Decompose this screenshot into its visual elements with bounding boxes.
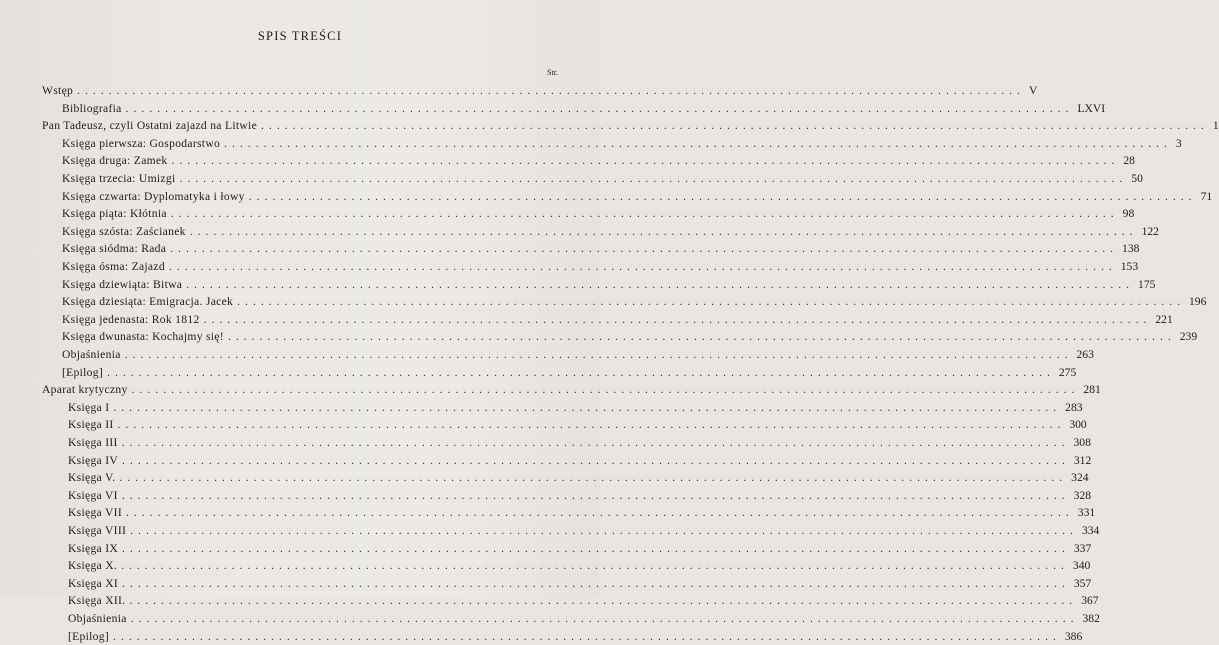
dot-leader: ........................................................................................................................ — [261, 119, 1209, 133]
dot-leader: ........................................................................................................................ — [129, 594, 1078, 608]
toc-entry — [62, 188, 1213, 206]
toc-entry-page: 98 — [1122, 207, 1135, 221]
toc-entry — [62, 240, 1140, 258]
dot-leader: ........................................................................................................................ — [113, 629, 1061, 643]
dot-leader: ........................................................................................................................ — [224, 136, 1172, 150]
toc-entry — [62, 258, 1139, 276]
toc-entry — [62, 205, 1135, 223]
dot-leader: ........................................................................................................................ — [122, 576, 1070, 590]
toc-entry-page: LXVI — [1077, 101, 1106, 115]
toc-entry — [68, 487, 1092, 505]
dot-leader: ........................................................................................................................ — [171, 154, 1120, 168]
page-title: SPIS TREŚCI — [257, 29, 343, 43]
dot-leader: ........................................................................................................................ — [168, 260, 1117, 273]
toc-entry-page: 3 — [1175, 136, 1182, 150]
toc-entry — [68, 399, 1083, 417]
toc-entry-page: 221 — [1155, 312, 1173, 326]
toc-entry — [68, 557, 1091, 575]
toc-entry — [68, 628, 1083, 645]
toc-entry — [62, 152, 1135, 170]
toc-entry — [68, 469, 1089, 487]
toc-entry — [62, 364, 1077, 382]
toc-entry-page: 312 — [1073, 453, 1092, 467]
dot-leader: ........................................................................................................................ — [186, 277, 1135, 291]
dot-leader: ........................................................................................................................ — [237, 295, 1185, 309]
dot-leader: ........................................................................................................................ — [124, 348, 1073, 361]
toc-entry-title: Księga siódma: Rada — [62, 242, 167, 256]
toc-entry — [62, 100, 1106, 118]
toc-entry-title: Księga szósta: Zaścianek — [62, 224, 186, 238]
dot-leader: ........................................................................................................................ — [130, 612, 1079, 625]
toc-entry-page: 28 — [1123, 154, 1135, 168]
toc-entry-title: Księga czwarta: Dyplomatyka i łowy — [62, 189, 245, 203]
toc-entry — [62, 223, 1159, 241]
toc-entry — [42, 381, 1101, 399]
toc-entry — [68, 434, 1091, 452]
toc-entry-page: 324 — [1071, 471, 1089, 485]
toc-entry-title: Księga dwunasta: Kochajmy się! — [62, 330, 224, 344]
dot-leader: ........................................................................................................................ — [170, 207, 1119, 221]
toc-entry-title: Księga druga: Zamek — [62, 154, 168, 168]
dot-leader: ........................................................................................................................ — [121, 436, 1070, 449]
toc-entry-page: 138 — [1122, 242, 1140, 256]
toc-entry-page: 71 — [1200, 189, 1213, 203]
toc-entry-page: 382 — [1082, 612, 1100, 625]
dot-leader: ........................................................................................................................ — [130, 524, 1078, 537]
toc-entry-page: 122 — [1141, 224, 1159, 238]
toc-entry-page: 337 — [1073, 541, 1092, 555]
toc-entry — [68, 452, 1092, 470]
toc-entry-page: 283 — [1065, 400, 1083, 414]
toc-entry-page: 367 — [1081, 594, 1099, 608]
toc-entry-page: 263 — [1076, 348, 1094, 361]
toc-entry — [68, 522, 1100, 540]
toc-entry-page: V — [1028, 84, 1038, 97]
toc-entry — [68, 575, 1092, 593]
toc-entry-page: 275 — [1058, 365, 1077, 379]
dot-leader: ........................................................................................................................ — [189, 224, 1138, 238]
toc-entry — [42, 82, 1038, 100]
toc-entry-title: Księga VIII — [68, 524, 127, 537]
toc-entry-title: Księga ósma: Zajazd — [62, 260, 165, 273]
toc-entry-page: 281 — [1083, 383, 1101, 397]
toc-entry — [68, 540, 1092, 558]
toc-entry-title: Bibliografia — [62, 101, 122, 115]
dot-leader: ........................................................................................................................ — [117, 418, 1066, 432]
dot-leader: ........................................................................................................................ — [113, 400, 1062, 414]
toc-entry-title: Księga X. — [68, 559, 118, 573]
toc-entry — [68, 592, 1099, 610]
dot-leader: ........................................................................................................................ — [203, 312, 1152, 326]
toc-entry-title: Księga trzecia: Umizgi — [62, 172, 176, 185]
toc-entry-title: Księga VII — [68, 506, 122, 520]
toc-entry — [62, 170, 1143, 188]
toc-entry-page: 328 — [1073, 488, 1092, 502]
toc-entry-title: Księga IX — [68, 541, 119, 555]
dot-leader: ........................................................................................................................ — [179, 172, 1128, 185]
toc-entry-title: Księga dziewiąta: Bitwa — [62, 277, 183, 291]
toc-entry-title: Objaśnienia — [68, 612, 127, 625]
dot-leader: ........................................................................................................................ — [125, 506, 1074, 520]
toc-entry — [62, 293, 1207, 311]
toc-entry — [62, 346, 1094, 364]
toc-entry-page: 386 — [1064, 629, 1083, 643]
toc-entry-title: Księga XI — [68, 576, 119, 590]
toc-entry-page: 334 — [1081, 524, 1100, 537]
toc-entry-page: 308 — [1073, 436, 1091, 449]
toc-entry-page: 196 — [1188, 295, 1207, 309]
toc-entry-title: Księga II — [68, 418, 114, 432]
toc-entry-page: 300 — [1069, 418, 1087, 432]
dot-leader: ........................................................................................................................ — [121, 559, 1069, 573]
dot-leader: ........................................................................................................................ — [227, 330, 1176, 344]
dot-leader: ........................................................................................................................ — [121, 488, 1070, 502]
toc-entry-title: Księga V. — [68, 471, 116, 485]
toc-entry — [62, 311, 1173, 329]
toc-entry — [62, 135, 1182, 153]
toc-entry-page: 153 — [1120, 260, 1139, 273]
dot-leader: ........................................................................................................................ — [170, 242, 1119, 256]
toc-entry-page: 357 — [1073, 576, 1092, 590]
toc-entry-title: [Epilog] — [68, 629, 110, 643]
toc-entry-title: Aparat krytyczny — [42, 383, 128, 397]
toc-entry-title: Księga VI — [68, 488, 118, 502]
toc-entry-title: Księga XII. — [68, 594, 126, 608]
toc-entry-title: Księga piąta: Kłótnia — [62, 207, 167, 221]
dot-leader: ........................................................................................................................ — [131, 383, 1080, 397]
dot-leader: ........................................................................................................................ — [248, 189, 1197, 203]
toc-entry-page: 1 — [1212, 119, 1219, 133]
toc-entry — [42, 117, 1219, 135]
dot-leader: ........................................................................................................................ — [122, 541, 1070, 555]
dot-leader: ........................................................................................................................ — [119, 471, 1068, 485]
dot-leader: ........................................................................................................................ — [125, 101, 1074, 115]
page-column-label: Str. — [547, 68, 558, 77]
toc-entry — [62, 276, 1156, 294]
dot-leader: ........................................................................................................................ — [107, 365, 1055, 379]
toc-entry-title: Wstęp — [42, 84, 74, 97]
toc-entry — [68, 416, 1087, 434]
toc-entry-page: 239 — [1179, 330, 1198, 344]
toc-entry — [68, 610, 1100, 628]
dot-leader: ........................................................................................................................ — [122, 453, 1070, 467]
toc-entry-title: Księga dziesiąta: Emigracja. Jacek — [62, 295, 234, 309]
toc-entry-title: [Epilog] — [62, 365, 104, 379]
toc-entry-page: 175 — [1138, 277, 1156, 291]
toc-entry-page: 50 — [1131, 172, 1143, 185]
toc-entry — [62, 328, 1198, 346]
toc-entry-title: Księga pierwsza: Gospodarstwo — [62, 136, 221, 150]
toc-entry-title: Księga IV — [68, 453, 119, 467]
toc-entry-title: Księga jedenasta: Rok 1812 — [62, 312, 200, 326]
dot-leader: ........................................................................................................................ — [77, 84, 1025, 97]
toc-entry-page: 331 — [1077, 506, 1096, 520]
toc-entry-page: 340 — [1072, 559, 1091, 573]
toc-entry-title: Księga I — [68, 400, 110, 414]
toc-entry-title: Pan Tadeusz, czyli Ostatni zajazd na Litwie — [42, 119, 258, 133]
toc-entry-title: Księga III — [68, 436, 118, 449]
toc-entry-title: Objaśnienia — [62, 348, 121, 361]
toc-entry — [68, 504, 1096, 522]
